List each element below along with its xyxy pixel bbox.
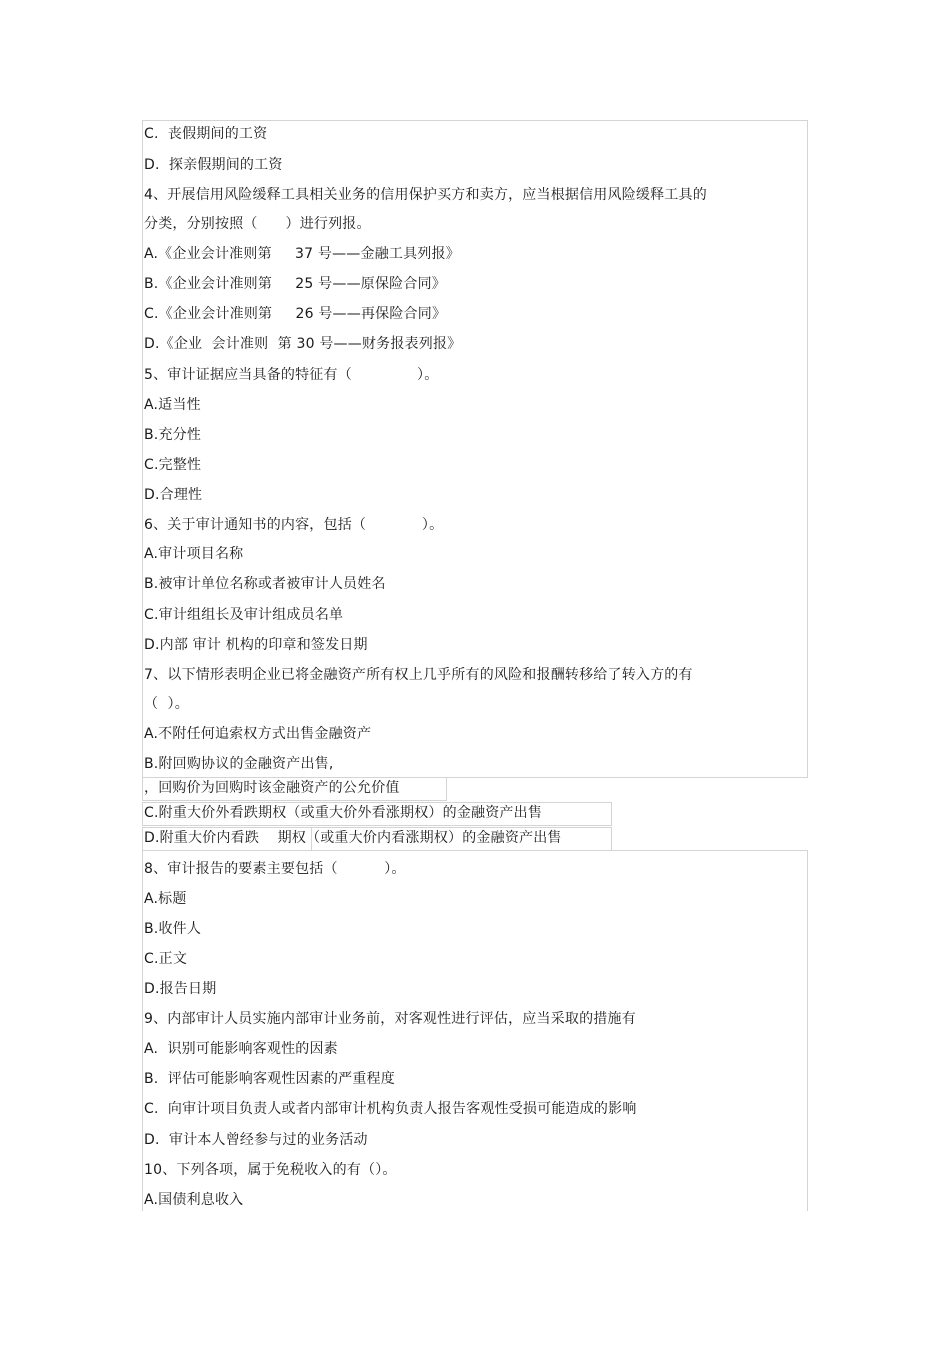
q5-option-c: C.完整性 [144,457,202,473]
q7-option-b: B.附回购协议的金融资产出售, [144,756,334,772]
q6-option-d: D.内部 审计 机构的印章和签发日期 [144,637,368,653]
q7-option-a: A.不附任何追索权方式出售金融资产 [144,726,372,742]
q9-option-b: B. 评估可能影响客观性因素的严重程度 [144,1071,395,1087]
q4-option-a: A.《企业会计准则第 37 号——金融工具列报》 [144,246,460,262]
question-6: 6、关于审计通知书的内容，包括（ ）。 [144,517,444,533]
q8-option-b: B.收件人 [144,921,202,937]
q6-option-b: B.被审计单位名称或者被审计人员姓名 [144,576,386,592]
question-9: 9、内部审计人员实施内部审计业务前，对客观性进行评估，应当采取的措施有 [144,1011,636,1027]
question-5: 5、审计证据应当具备的特征有（ ）。 [144,367,439,383]
q7-option-d: D.附重大价内看跌 期权（或重大价内看涨期权）的金融资产出售 [144,830,562,846]
q9-option-d: D. 审计本人曾经参与过的业务活动 [144,1132,368,1148]
q6-option-a: A.审计项目名称 [144,546,244,562]
q4-option-d: D.《企业 会计准则 第 30 号——财务报表列报》 [144,336,462,352]
q8-option-a: A.标题 [144,891,187,907]
question-4-line-2: 分类，分别按照（ ）进行列报。 [144,216,371,232]
q5-option-a: A.适当性 [144,397,201,413]
q5-option-d: D.合理性 [144,487,203,503]
option-c-funeral-leave: C. 丧假期间的工资 [144,126,268,142]
q8-option-d: D.报告日期 [144,981,217,997]
question-8: 8、审计报告的要素主要包括（ ）。 [144,861,406,877]
q4-option-b: B.《企业会计准则第 25 号——原保险合同》 [144,276,446,292]
option-d-home-leave: D. 探亲假期间的工资 [144,157,283,173]
q7-option-b-continued: ，回购价为回购时该金融资产的公允价值 [144,780,400,796]
q7-option-c: C.附重大价外看跌期权（或重大价外看涨期权）的金融资产出售 [144,805,543,821]
question-7-line-2: （ ）。 [144,696,189,712]
content-frame-bottom [142,850,808,1211]
question-10: 10、下列各项，属于免税收入的有（）。 [144,1162,397,1178]
q6-option-c: C.审计组组长及审计组成员名单 [144,607,344,623]
q8-option-c: C.正文 [144,951,188,967]
q4-option-c: C.《企业会计准则第 26 号——再保险合同》 [144,306,447,322]
q9-option-a: A. 识别可能影响客观性的因素 [144,1041,338,1057]
question-7-line-1: 7、以下情形表明企业已将金融资产所有权上几乎所有的风险和报酬转移给了转入方的有 [144,667,693,683]
question-4-line-1: 4、开展信用风险缓释工具相关业务的信用保护买方和卖方，应当根据信用风险缓释工具的 [144,187,707,203]
q10-option-a: A.国债利息收入 [144,1192,244,1208]
q5-option-b: B.充分性 [144,427,202,443]
q9-option-c: C. 向审计项目负责人或者内部审计机构负责人报告客观性受损可能造成的影响 [144,1101,637,1117]
